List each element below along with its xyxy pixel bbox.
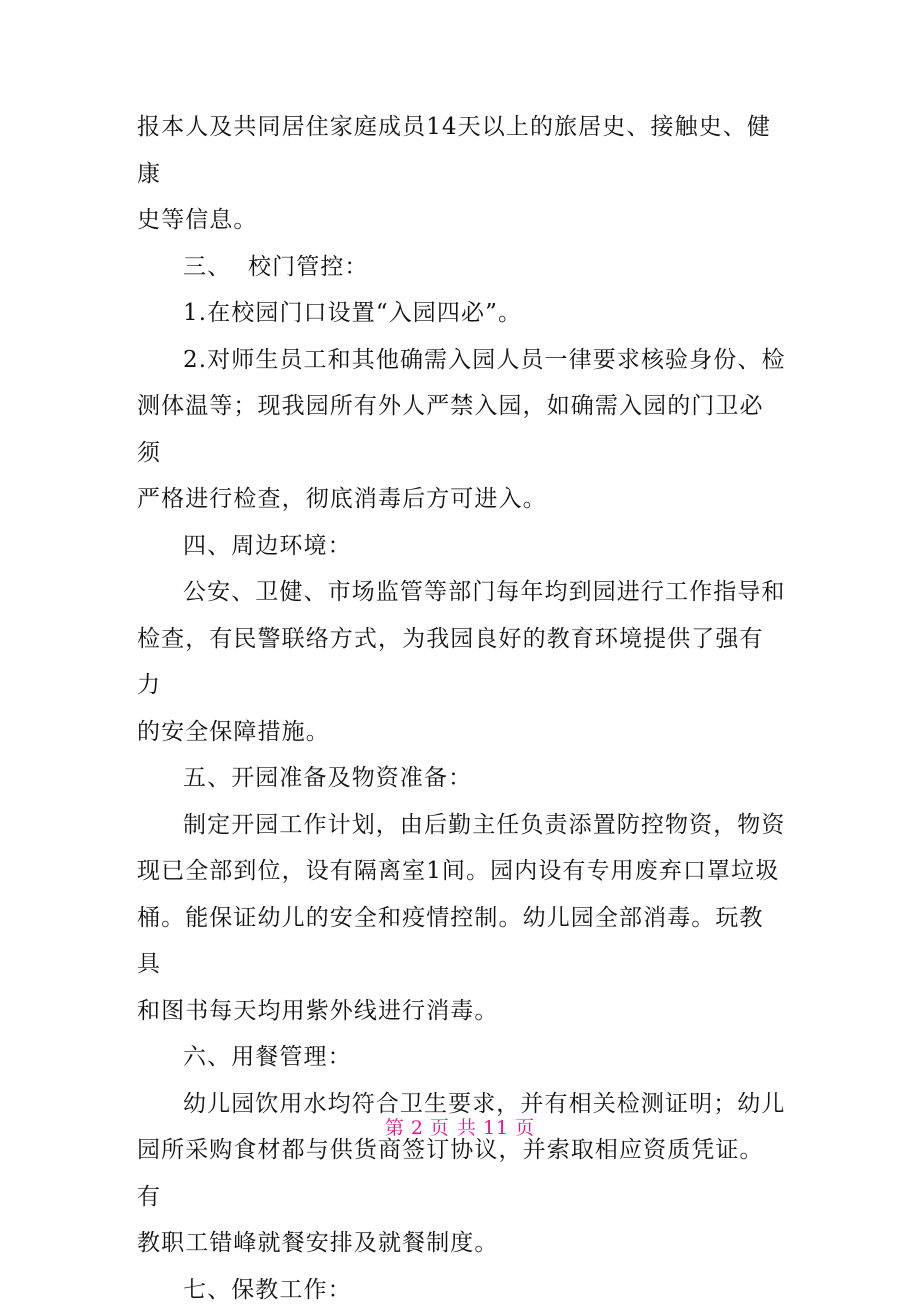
text-line: 教职工错峰就餐安排及就餐制度。 bbox=[137, 1220, 787, 1267]
text-line: 的安全保障措施。 bbox=[137, 709, 787, 756]
text-line: 制定开园工作计划，由后勤主任负责添置防控物资，物资 bbox=[137, 802, 787, 849]
text-line: 1.在校园门口设置“入园四必”。 bbox=[137, 290, 787, 337]
section-heading: 六、用餐管理： bbox=[137, 1034, 787, 1081]
text-line: 和图书每天均用紫外线进行消毒。 bbox=[137, 988, 787, 1035]
text-line: 桶。能保证幼儿的安全和疫情控制。幼儿园全部消毒。玩教具 bbox=[137, 895, 787, 988]
footer-total-pages: 11 bbox=[483, 1117, 509, 1139]
text-line: 检查，有民警联络方式，为我园良好的教育环境提供了强有力 bbox=[137, 616, 787, 709]
text-line: 2.对师生员工和其他确需入园人员一律要求核验身份、检 bbox=[137, 337, 787, 384]
text-line: 园所采购食材都与供货商签订协议，并索取相应资质凭证。有 bbox=[137, 1127, 787, 1220]
text-line: 现已全部到位，设有隔离室1间。园内设有专用废弃口罩垃圾 bbox=[137, 848, 787, 895]
footer-page-number: 2 bbox=[411, 1117, 424, 1139]
text-line: 测体温等；现我园所有外人严禁入园，如确需入园的门卫必须 bbox=[137, 383, 787, 476]
text-line: 史等信息。 bbox=[137, 197, 787, 244]
footer-middle: 页 共 bbox=[430, 1117, 477, 1139]
section-heading: 三、 校门管控： bbox=[137, 244, 787, 291]
page-footer bbox=[0, 1113, 920, 1140]
section-heading: 五、开园准备及物资准备： bbox=[137, 755, 787, 802]
text-line: 严格进行检查，彻底消毒后方可进入。 bbox=[137, 476, 787, 523]
section-heading: 七、保教工作： bbox=[137, 1267, 787, 1313]
footer-prefix: 第 bbox=[385, 1117, 405, 1139]
text-line: 幼儿园饮用水均符合卫生要求，并有相关检测证明；幼儿 bbox=[137, 1081, 787, 1128]
footer-suffix: 页 bbox=[515, 1117, 535, 1139]
text-line: 报本人及共同居住家庭成员14天以上的旅居史、接触史、健康 bbox=[137, 104, 787, 197]
section-heading: 四、周边环境： bbox=[137, 523, 787, 570]
text-line: 公安、卫健、市场监管等部门每年均到园进行工作指导和 bbox=[137, 569, 787, 616]
